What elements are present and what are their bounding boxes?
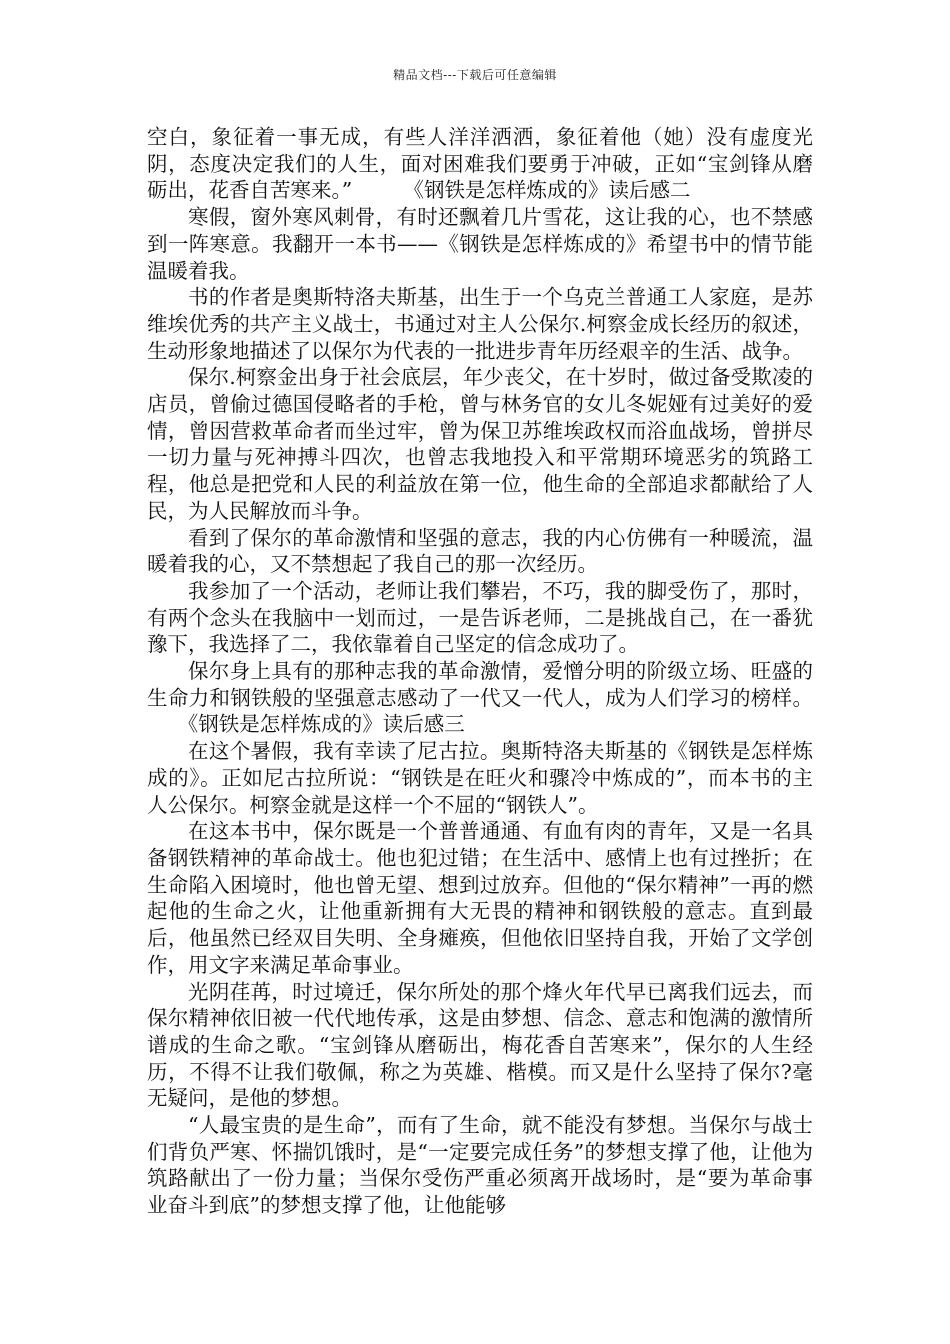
- paragraph-4: 保尔.柯察金出身于社会底层，年少丧父，在十岁时，做过备受欺凌的店员，曾偷过德国侵略者的手枪，曾与林务官的女儿冬妮娅有过美好的爱情，曾因营救革命者而坐过牢，曾为保卫苏维埃政权而浴血战场，曾拼尽一切力量与死神搏斗四次，也曾志我地投入和平常期环境恶劣的筑路工程，他总是把党和人民的利益放在第一位，他生命的全部追求都献给了人民，为人民解放而斗争。: [147, 365, 813, 523]
- paragraph-1: [147, 124, 813, 204]
- paragraph-7: [147, 658, 813, 738]
- paragraph-7-text: 保尔身上具有的那种志我的革命激情，爱憎分明的阶级立场、旺盛的生命力和钢铁般的坚强意志感动了一代又一代人，成为人们学习的榜样。: [147, 659, 813, 710]
- section-heading-2: 《钢铁是怎样炼成的》读后感二: [403, 178, 691, 203]
- page-header: 精品文档---下载后可任意编辑: [393, 68, 557, 82]
- paragraph-2: 寒假，窗外寒风刺骨，有时还飘着几片雪花，这让我的心，也不禁感到一阵寒意。我翻开一本书——《钢铁是怎样炼成的》希望书中的情节能温暖着我。: [147, 205, 813, 283]
- paragraph-9: 在这本书中，保尔既是一个普普通通、有血有肉的青年，又是一名具备钢铁精神的革命战士。他也犯过错；在生活中、感情上也有过挫折；在生命陷入困境时，他也曾无望、想到过放弃。但他的“保尔精神”一再的燃起他的生命之火，让他重新拥有大无畏的精神和钢铁般的意志。直到最后，他虽然已经双目失明、全身瘫痪，但他依旧坚持自我，开始了文学创作，用文字来满足革命事业。: [147, 819, 813, 977]
- paragraph-10: 光阴荏苒，时过境迁，保尔所处的那个烽火年代早已离我们远去，而保尔精神依旧被一代代地传承，这是由梦想、信念、意志和饱满的激情所谱成的生命之歌。“宝剑锋从磨砺出，梅花香自苦寒来”，保尔的人生经历，不得不让我们敬佩，称之为英雄、楷模。而又是什么坚持了保尔?毫无疑问，是他的梦想。: [147, 979, 813, 1111]
- paragraph-3: 书的作者是奥斯特洛夫斯基，出生于一个乌克兰普通工人家庭，是苏维埃优秀的共产主义战士，书通过对主人公保尔.柯察金成长经历的叙述，生动形象地描述了以保尔为代表的一批进步青年历经艰辛的生活、战争。: [147, 285, 813, 363]
- paragraph-11: “人最宝贵的是生命”，而有了生命，就不能没有梦想。当保尔与战士们背负严寒、怀揣饥饿时，是“一定要完成任务”的梦想支撑了他，让他为筑路献出了一份力量；当保尔受伤严重必须离开战场时，是“要为革命事业奋斗到底”的梦想支撑了他，让他能够: [147, 1113, 813, 1218]
- paragraph-8: 在这个暑假，我有幸读了尼古拉。奥斯特洛夫斯基的《钢铁是怎样炼成的》。正如尼古拉所说：“钢铁是在旺火和骤冷中炼成的”，而本书的主人公保尔。柯察金就是这样一个不屈的“钢铁人”。: [147, 739, 813, 817]
- paragraph-1-text: 空白，象征着一事无成，有些人洋洋洒洒，象征着他（她）没有虚度光阴，态度决定我们的人生，面对困难我们要勇于冲破，正如“宝剑锋从磨砺出，花香自苦寒来。”: [147, 125, 813, 203]
- document-body: [147, 124, 813, 1219]
- paragraph-5: 看到了保尔的革命激情和坚强的意志，我的内心仿佛有一种暖流，温暖着我的心，又不禁想起了我自己的那一次经历。: [147, 525, 813, 577]
- paragraph-6: 我参加了一个活动，老师让我们攀岩，不巧，我的脚受伤了，那时，有两个念头在我脑中一划而过，一是告诉老师，二是挑战自己，在一番犹豫下，我选择了二，我依靠着自己坚定的信念成功了。: [147, 578, 813, 657]
- section-heading-3: 《钢铁是怎样炼成的》读后感三: [177, 712, 465, 737]
